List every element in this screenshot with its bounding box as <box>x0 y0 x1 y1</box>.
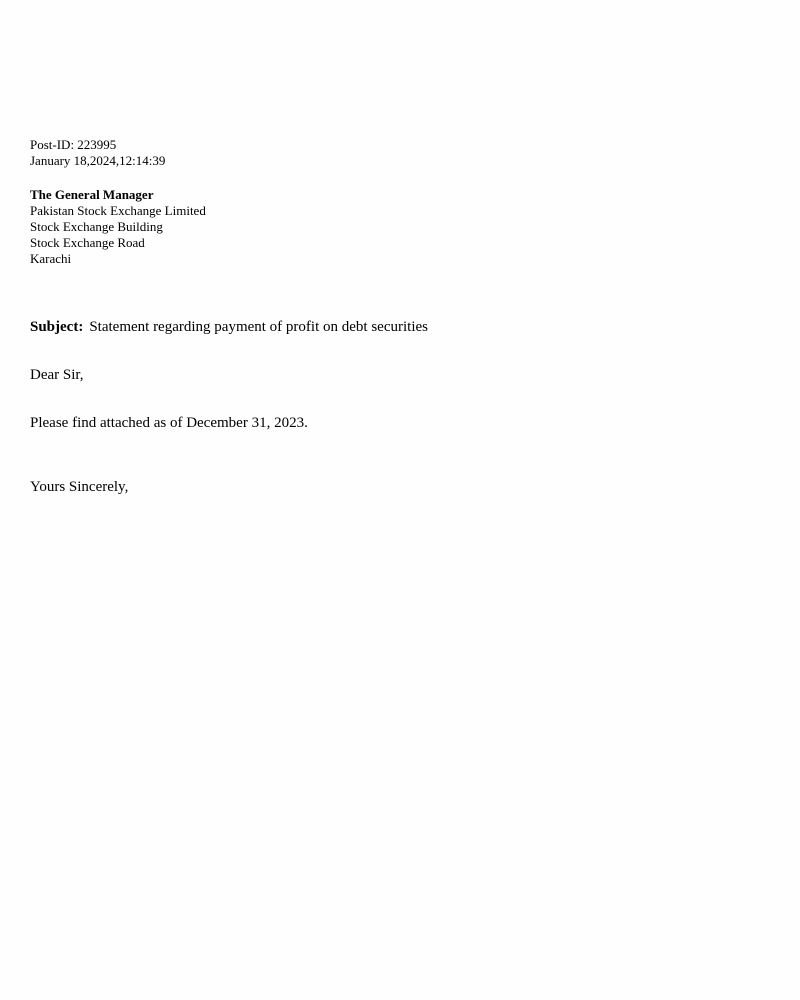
post-datetime: January 18,2024,12:14:39 <box>30 153 166 168</box>
salutation: Dear Sir, <box>30 367 84 383</box>
subject-text: Statement regarding payment of profit on debt securities <box>89 319 428 335</box>
subject-line <box>30 317 428 337</box>
recipient-road: Stock Exchange Road <box>30 235 145 250</box>
subject-label: Subject: <box>30 319 84 335</box>
post-id: Post-ID: 223995 <box>30 137 117 152</box>
recipient-title: The General Manager <box>30 187 154 202</box>
recipient-city: Karachi <box>30 251 72 266</box>
recipient-building: Stock Exchange Building <box>30 219 163 234</box>
letter-body: Please find attached as of December 31, 2023. <box>30 415 308 431</box>
closing: Yours Sincerely, <box>30 479 129 495</box>
post-meta <box>30 137 165 169</box>
recipient-address <box>30 187 206 267</box>
recipient-organization: Pakistan Stock Exchange Limited <box>30 203 206 218</box>
